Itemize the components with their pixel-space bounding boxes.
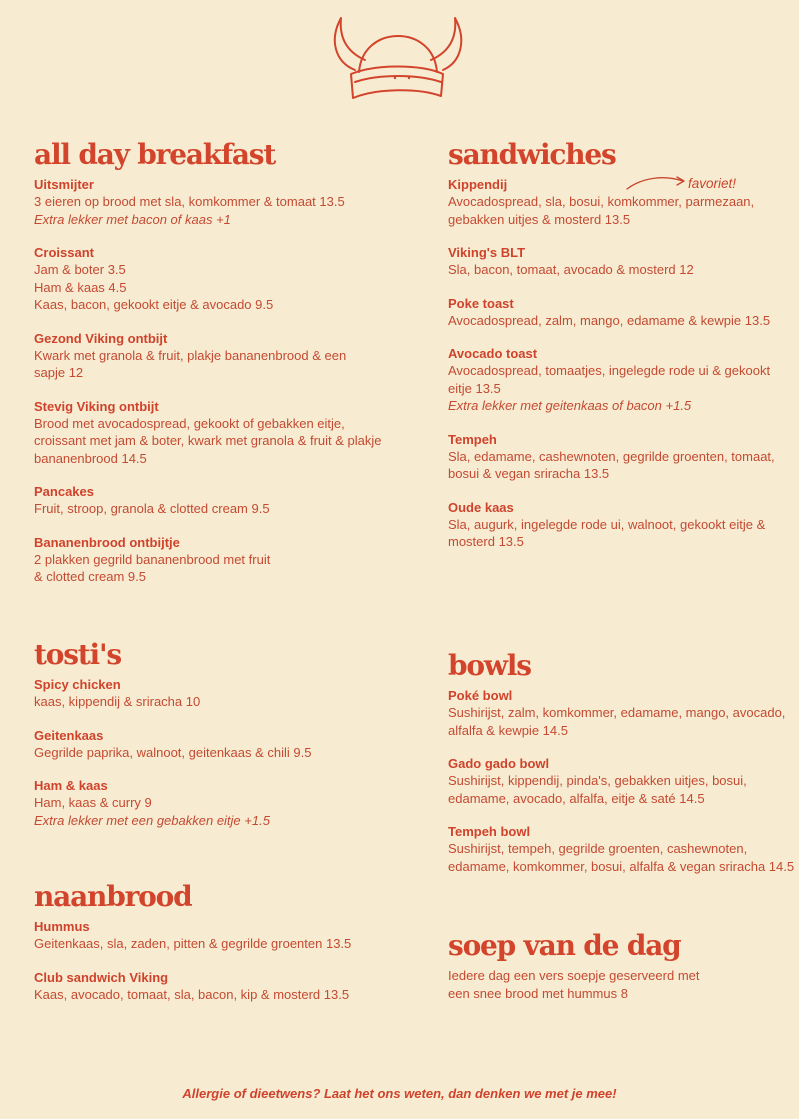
menu-item-extra: Extra lekker met een gebakken eitje +1.5 (34, 812, 270, 828)
menu-item (448, 345, 799, 415)
menu-item (448, 499, 799, 551)
menu-item-name: Club sandwich Viking (34, 969, 169, 985)
description-line: gebakken uitjes & mosterd 13.5 (448, 211, 631, 227)
menu-item (34, 727, 424, 762)
menu-item-name: Tempeh bowl (448, 824, 531, 839)
menu-item (448, 295, 799, 330)
menu-item-description (34, 347, 424, 382)
menu-item-name: Hummus (34, 919, 90, 934)
menu-item (34, 330, 424, 382)
section-naanbrood (34, 882, 424, 1019)
description-line: Avocadospread, sla, bosui, komkommer, parmezaan, (448, 194, 755, 209)
menu-item-description (448, 448, 799, 483)
section-title: all day breakfast (34, 138, 276, 171)
description-line: kaas, kippendij & sriracha 10 (34, 694, 201, 709)
description-line: Geitenkaas, sla, zaden, pitten & gegrilde groenten 13.5 (34, 936, 352, 951)
menu-item-name: Ham & kaas (34, 778, 108, 793)
menu-item-name: Oude kaas (448, 499, 514, 515)
menu-item (448, 176, 799, 228)
menu-item-name: Gado gado bowl (448, 756, 550, 771)
menu-item-extra: Extra lekker met geitenkaas of bacon +1.5 (448, 398, 692, 413)
menu-item-name: Viking's BLT (448, 245, 526, 260)
description-line: Sushirijst, zalm, komkommer, edamame, mango, avocado, (448, 705, 786, 720)
menu-item-description (34, 261, 424, 314)
menu-item-description (34, 794, 424, 812)
menu-item-name: Bananenbrood ontbijtje (34, 534, 180, 550)
menu-item-description (34, 193, 424, 211)
section-title: sandwiches (448, 138, 616, 171)
description-line: Iedere dag een vers soepje geserveerd met (448, 968, 700, 983)
menu-item (448, 687, 799, 739)
menu-item-description (448, 261, 799, 279)
description-line: Ham & kaas 4.5 (34, 279, 127, 295)
menu-item-name: Poke toast (448, 295, 514, 311)
menu-item-name: Avocado toast (448, 346, 538, 361)
description-line: 2 plakken gegrild bananenbrood met fruit (34, 551, 271, 567)
menu-item (34, 398, 424, 468)
menu-item-description (34, 500, 424, 518)
menu-item-description (34, 986, 424, 1004)
menu-item-description (448, 362, 799, 397)
description-line: Kwark met granola & fruit, plakje bananenbrood & een (34, 347, 347, 363)
menu-item-description (448, 967, 799, 1002)
description-line: eitje 13.5 (448, 380, 501, 396)
description-line: edamame, avocado, alfalfa, eitje & saté 14.5 (448, 790, 705, 806)
menu-item-description (448, 840, 799, 875)
section-tostis (34, 640, 424, 845)
menu-item (448, 967, 799, 1002)
description-line: Kaas, bacon, gekookt eitje & avocado 9.5 (34, 297, 274, 312)
menu-item (448, 244, 799, 279)
menu-item-name: Gezond Viking ontbijt (34, 330, 168, 346)
menu-item (34, 176, 424, 228)
favorite-label: favoriet! (688, 176, 737, 191)
section-title: naanbrood (34, 880, 192, 913)
description-line: alfalfa & kewpie 14.5 (448, 722, 568, 738)
allergy-footer: Allergie of dieetwens? Laat het ons weten, dan denken we met je mee! (182, 1086, 617, 1101)
description-line: een snee brood met hummus 8 (448, 985, 628, 1001)
viking-helmet-icon (325, 12, 470, 104)
description-line: Kaas, avocado, tomaat, sla, bacon, kip & mosterd 13.5 (34, 986, 350, 1002)
menu-item-name: Uitsmijter (34, 177, 94, 192)
section-title: soep van de dag (448, 929, 681, 962)
description-line: Gegrilde paprika, walnoot, geitenkaas & chili 9.5 (34, 744, 312, 760)
description-line: Avocadospread, zalm, mango, edamame & kewpie 13.5 (448, 312, 771, 328)
menu-item-name: Kippendij (448, 177, 508, 192)
menu-item (34, 918, 424, 953)
section-sandwiches (448, 140, 799, 567)
section-breakfast (34, 140, 424, 602)
menu-item-name: Spicy chicken (34, 677, 121, 692)
menu-item-description (448, 193, 799, 228)
menu-item-description (448, 772, 799, 807)
menu-item-name: Pancakes (34, 484, 94, 499)
menu-item (448, 755, 799, 807)
menu-item (34, 676, 424, 711)
description-line: Sla, edamame, cashewnoten, gegrilde groenten, tomaat, (448, 448, 775, 464)
menu-item (34, 244, 424, 314)
menu-item-description (448, 516, 799, 551)
menu-item-description (34, 744, 424, 762)
menu-item-name: Geitenkaas (34, 727, 104, 743)
section-soup (448, 931, 799, 1018)
menu-item-name: Stevig Viking ontbijt (34, 398, 159, 414)
section-title: tosti's (34, 638, 121, 671)
description-line: bananenbrood 14.5 (34, 450, 147, 466)
description-line: & clotted cream 9.5 (34, 569, 146, 584)
section-title: bowls (448, 649, 531, 682)
menu-item (34, 777, 424, 829)
menu-item (448, 823, 799, 875)
menu-item (34, 534, 424, 586)
menu-item-name: Croissant (34, 245, 94, 260)
menu-item (448, 431, 799, 483)
menu-item-extra: Extra lekker met bacon of kaas +1 (34, 211, 231, 227)
description-line: Sla, augurk, ingelegde rode ui, walnoot, gekookt eitje & (448, 516, 766, 532)
menu-item-description (448, 704, 799, 739)
description-line: Sla, bacon, tomaat, avocado & mosterd 12 (448, 262, 694, 277)
description-line: Sushirijst, tempeh, gegrilde groenten, cashewnoten, (448, 841, 748, 856)
menu-item-name: Poké bowl (448, 688, 513, 703)
description-line: edamame, komkommer, bosui, alfalfa & vegan sriracha 14.5 (448, 858, 795, 874)
description-line: sapje 12 (34, 365, 84, 380)
menu-item-description (448, 312, 799, 330)
menu-item (34, 969, 424, 1004)
menu-item-description (34, 693, 424, 711)
section-bowls (448, 651, 799, 891)
description-line: 3 eieren op brood met sla, komkommer & tomaat 13.5 (34, 194, 345, 209)
menu-item (34, 483, 424, 518)
description-line: croissant met jam & boter, kwark met granola & fruit & plakje (34, 433, 382, 448)
menu-item-description (34, 935, 424, 953)
description-line: Fruit, stroop, granola & clotted cream 9.5 (34, 501, 270, 516)
description-line: Jam & boter 3.5 (34, 262, 126, 277)
description-line: Ham, kaas & curry 9 (34, 795, 152, 810)
description-line: Brood met avocadospread, gekookt of gebakken eitje, (34, 415, 345, 431)
description-line: Avocadospread, tomaatjes, ingelegde rode ui & gekookt (448, 363, 771, 378)
description-line: bosui & vegan sriracha 13.5 (448, 466, 610, 481)
description-line: mosterd 13.5 (448, 534, 524, 549)
menu-item-name: Tempeh (448, 431, 497, 447)
description-line: Sushirijst, kippendij, pinda's, gebakken uitjes, bosui, (448, 773, 747, 788)
menu-item-description (34, 551, 424, 586)
menu-item-description (34, 415, 424, 468)
